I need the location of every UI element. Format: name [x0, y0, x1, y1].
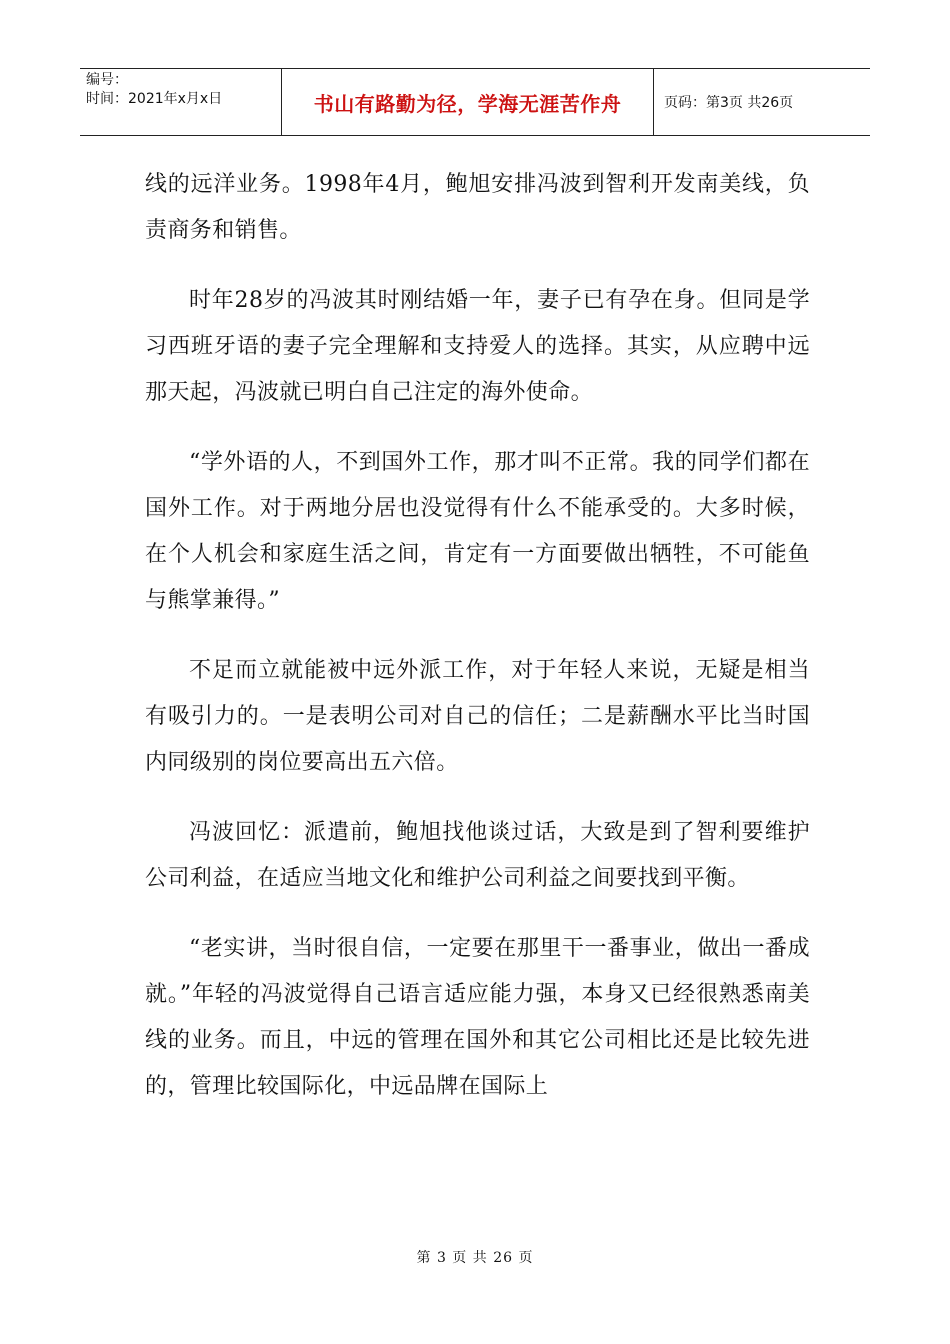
paragraph: “学外语的人，不到国外工作，那才叫不正常。我的同学们都在国外工作。对于两地分居也没觉得有什么不能承受的。大多时候，在个人机会和家庭生活之间，肯定有一方面要做出牺牲，不可能鱼与熊掌兼得。”	[145, 450, 810, 613]
document-body	[145, 162, 810, 1134]
document-time-label: 时间：2021年x月x日	[86, 91, 223, 107]
document-number-label: 编号：	[86, 72, 128, 88]
header-page-info: 页码：第3页 共26页	[664, 95, 794, 111]
paragraph: 线的远洋业务。1998年4月，鲍旭安排冯波到智利开发南美线，负责商务和销售。	[145, 172, 810, 243]
header-meta	[80, 69, 282, 135]
paragraph: 时年28岁的冯波其时刚结婚一年，妻子已有孕在身。但同是学习西班牙语的妻子完全理解和支持爱人的选择。其实，从应聘中远那天起，冯波就已明白自己注定的海外使命。	[145, 288, 810, 405]
paragraph: “老实讲，当时很自信，一定要在那里干一番事业，做出一番成就。”年轻的冯波觉得自己语言适应能力强，本身又已经很熟悉南美线的业务。而且，中远的管理在国外和其它公司相比还是比较先进的，管理比较国际化，中远品牌在国际上	[145, 936, 810, 1099]
page-header	[80, 68, 870, 136]
paragraph: 不足而立就能被中远外派工作，对于年轻人来说，无疑是相当有吸引力的。一是表明公司对自己的信任；二是薪酬水平比当时国内同级别的岗位要高出五六倍。	[145, 658, 810, 775]
page-footer: 第 3 页 共 26 页	[416, 1250, 534, 1266]
header-motto: 书山有路勤为径，学海无涯苦作舟	[282, 69, 654, 135]
paragraph: 冯波回忆：派遣前，鲍旭找他谈过话，大致是到了智利要维护公司利益，在适应当地文化和维护公司利益之间要找到平衡。	[145, 820, 810, 891]
